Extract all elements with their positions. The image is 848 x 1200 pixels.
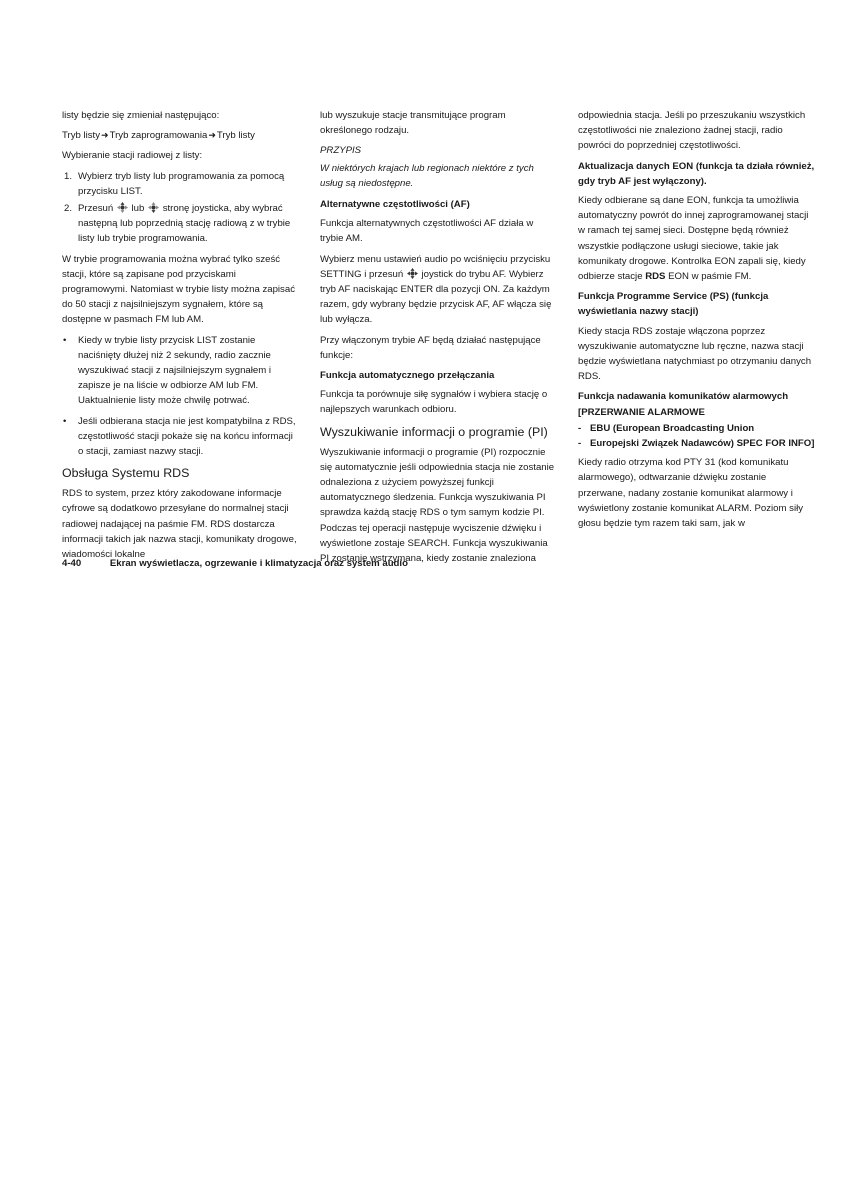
rds-description: RDS to system, przez który zakodowane informacje cyfrowe są dodatkowo przesyłane do normalnej stacji radiowej nadającej na paśmie FM. RDS dostarcza informacji takich jak nazwa stacji, komunikaty drogowe, wiadomości lokalne (62, 488, 297, 561)
step-item (62, 201, 300, 247)
column-middle (320, 108, 558, 571)
step-item (62, 169, 300, 199)
dash-list-item (578, 421, 816, 436)
af-text-1: Funkcja alternatywnych częstotliwości AF działa w trybie AM. (320, 218, 534, 245)
heading-auto-switch: Funkcja automatycznego przełączania (320, 370, 495, 382)
step-text: Wybierz tryb listy lub programowania za pomocą przycisku LIST. (78, 170, 285, 197)
intro-text: listy będzie się zmieniał następująco: (62, 110, 220, 121)
bullet-icon: • (63, 415, 67, 427)
heading-ps: Funkcja Programme Service (PS) (funkcja wyświetlania nazwy stacji) (578, 291, 769, 318)
chapter-title: Ekran wyświetlacza, ogrzewanie i klimatyzacja oraz system audio (109, 558, 408, 569)
pi-continued-text: odpowiednia stacja. Jeśli po przeszukaniu wszystkich częstotliwości nie znaleziono żadnej stacji, radio powróci do poprzedniej częstotliwości. (578, 110, 806, 152)
dash-icon: - (578, 422, 582, 434)
list-item-text: Kiedy w trybie listy przycisk LIST zostanie naciśnięty dłużej niż 2 sekundy, radio zacznie wyszukiwać stacji z najsilniejszym sygnałem i zapisze je na liście w odbiorze AM lub FM. Uaktualnienie listy może chwilę potrwać. (78, 334, 271, 407)
heading-af: Alternatywne częstotliwości (AF) (320, 199, 470, 211)
column-right (578, 108, 816, 536)
column-left (62, 108, 300, 567)
eon-text-bold: RDS (645, 271, 666, 283)
seq-list-mode: Tryb listy (62, 130, 101, 142)
pi-description: Wyszukiwanie informacji o programie (PI) rozpocznie się automatycznie jeśli odpowiednia stacja nie zostanie odnaleziona z użyciem powyższej funkcji automatycznego śledzenia. Funkcja wyszukiwania PI sprawdza każdą stację RDS o tym samym kodzie PI. Podczas tej operacji następuje wyciszenie dźwięku i wyświetlone zostaje SEARCH. Funkcja wyszukiwania PI zostanie wstrzymana, kiedy zostanie znaleziona (320, 446, 555, 565)
select-station-text: Wybieranie stacji radiowej z listy: (62, 150, 203, 162)
section-heading-pi: Wyszukiwanie informacji o programie (PI) (320, 424, 548, 439)
step-text-post: stronę joysticka, aby wybrać następną lub poprzednią stację radiową z w trybie listy lub trybie programowania. (78, 203, 291, 245)
arrow-right-icon: ➜ (101, 130, 109, 141)
step-number: 2. (64, 203, 73, 215)
step-number: 1. (64, 170, 73, 182)
seq-preset-mode: Tryb zaprogramowania (109, 130, 208, 142)
af-text-2 (320, 252, 558, 328)
seq-list-mode-again: Tryb listy (216, 130, 255, 142)
rds-continued-text: lub wyszukuje stacje transmitujące program określonego rodzaju. (320, 110, 506, 137)
notes-list (62, 333, 300, 460)
ps-text: Kiedy stacja RDS zostaje włączona poprzez wyszukiwanie automatyczne lub ręczne, nazwa stacji będzie wyświetlana natychmiast po otrzymaniu danych RDS. (578, 325, 812, 383)
af-text-2-post: joystick do trybu AF. Wybierz tryb AF naciskając ENTER dla pozycji ON. Za każdym razem, gdy wybrany będzie przycisk AF, AF włącza się lub wyłącza. (320, 268, 552, 326)
joystick-direction-icon (407, 268, 418, 279)
list-item (62, 414, 300, 460)
eon-text (578, 193, 816, 284)
mode-sequence (62, 128, 300, 143)
dash-icon: - (578, 438, 582, 450)
list-item-text: Jeśli odbierana stacja nie jest kompatybilna z RDS, częstotliwość stacji pokaże się na końcu informacji o stacji, zamiast nazwy stacji. (78, 415, 296, 458)
eon-text-pre: Kiedy odbierane są dane EON, funkcja ta umożliwia automatyczny powrót do innej zaprogramowanej stacji w ramach tej samej sieci. Dostępne będą również wszystkie podłączone usługi sieciowe, takie jak komunikaty drogowe. Kontrolka EON zapali się, kiedy odbierze stacje (578, 195, 809, 283)
step-text-pre: Przesuń (78, 203, 114, 215)
step-text-mid: lub (131, 203, 145, 215)
dash-item-text: EBU (European Broadcasting Union (590, 422, 755, 434)
arrow-right-icon: ➜ (208, 130, 216, 141)
list-item (62, 333, 300, 409)
alarm-text: Kiedy radio otrzyma kod PTY 31 (kod komunikatu alarmowego), odtwarzanie dźwięku zostanie przerwane, nadany zostanie komunikat alarmowy i wyświetlony zostanie komunikat ALARM. Poziom siły głosu będzie tym razem taki sam, jak w (578, 457, 804, 530)
steps-list (62, 169, 300, 247)
note-label: PRZYPIS (320, 145, 362, 157)
dash-list-item (578, 436, 816, 451)
af-text-2-pre: Wybierz menu ustawień audio po wciśnięciu przycisku SETTING i przesuń (320, 253, 551, 280)
note-text: W niektórych krajach lub regionach niektóre z tych usług są niedostępne. (320, 162, 534, 189)
page-footer (62, 558, 408, 569)
heading-alarm: Funkcja nadawania komunikatów alarmowych [PRZERWANIE ALARMOWE (578, 391, 789, 418)
section-heading-rds: Obsługa Systemu RDS (62, 466, 190, 481)
joystick-up-icon (117, 202, 128, 213)
auto-switch-text: Funkcja ta porównuje siłę sygnałów i wybiera stację o najlepszych warunkach odbioru. (320, 389, 548, 416)
heading-eon: Aktualizacja danych EON (funkcja ta działa również, gdy tryb AF jest wyłączony). (578, 160, 815, 187)
page-number: 4-40 (62, 558, 82, 569)
bullet-icon: • (63, 334, 67, 346)
eon-text-post: EON w paśmie FM. (668, 271, 752, 283)
joystick-down-icon (148, 202, 159, 213)
preset-mode-text: W trybie programowania można wybrać tylko sześć stacji, które są zapisane pod przyciskami programowymi. Natomiast w trybie listy można zapisać do 50 stacji z najsilniejszym sygnałem, które są dostępne w pasmach FM lub AM. (62, 253, 295, 326)
dash-item-text: Europejski Związek Nadawców) SPEC FOR INFO] (590, 438, 815, 450)
af-functions-text: Przy włączonym trybie AF będą działać następujące funkcje: (320, 334, 541, 361)
